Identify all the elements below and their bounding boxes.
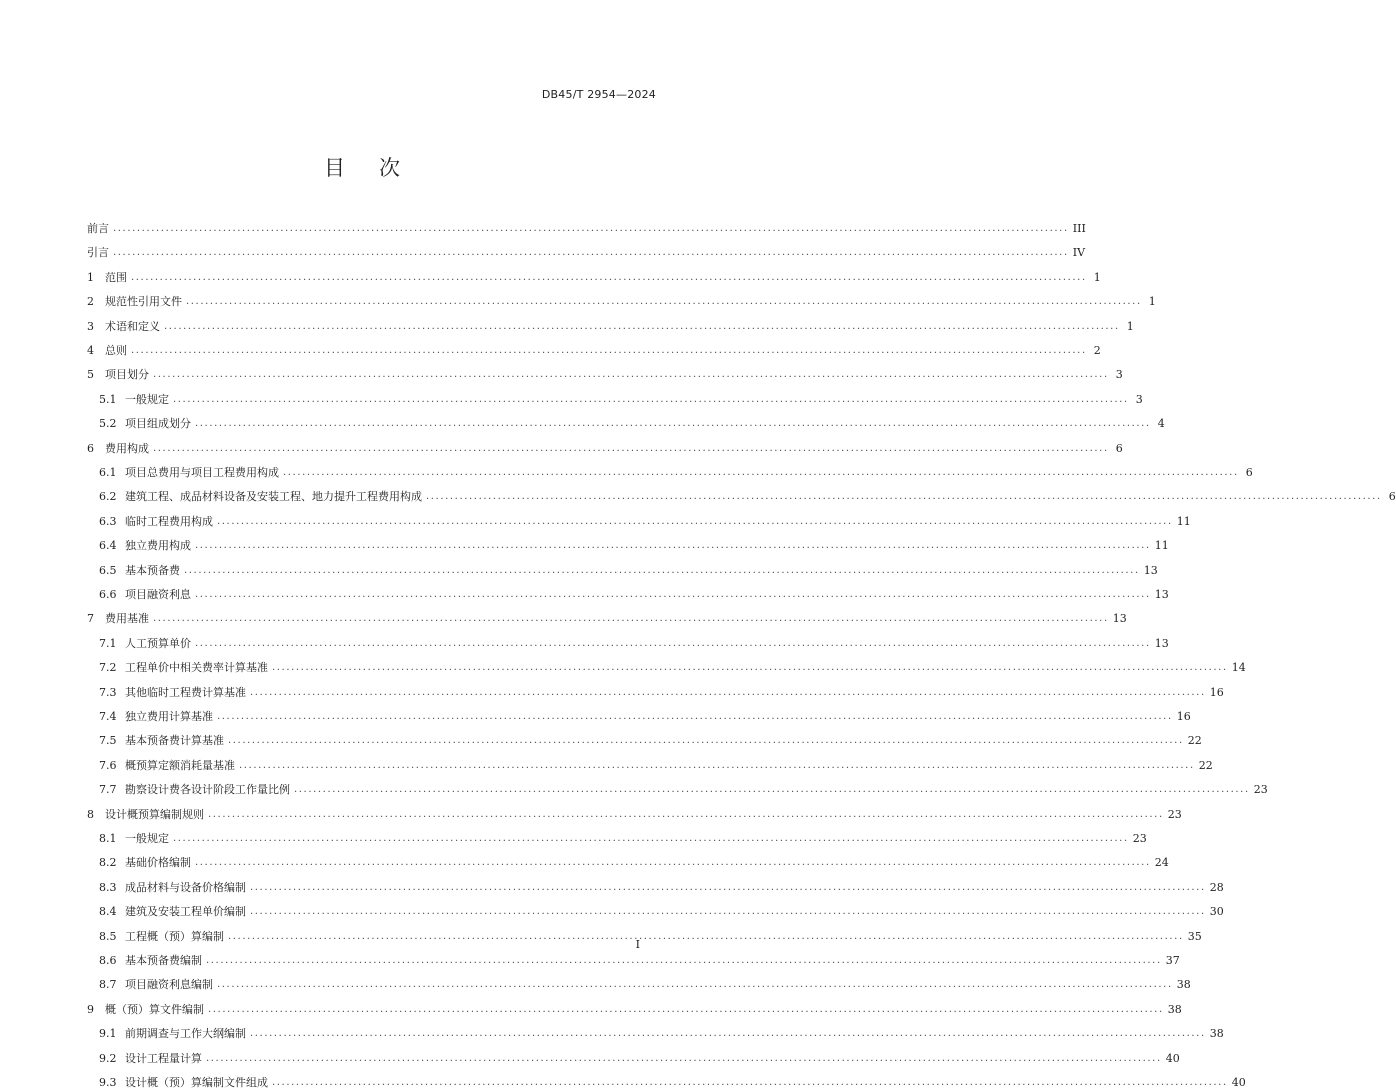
toc-entry-number: 7.3 bbox=[99, 685, 117, 699]
toc-title bbox=[0, 152, 724, 182]
toc-subentry[interactable] bbox=[99, 659, 1246, 677]
toc-entry-number: 6.1 bbox=[99, 466, 117, 479]
toc-leader-dots: ........................................................................................................................................................................................................ bbox=[206, 955, 1162, 966]
toc-entry-number: 6.2 bbox=[99, 490, 117, 504]
toc-leader-dots: ........................................................................................................................................................................................................ bbox=[153, 613, 1109, 625]
toc-entry-number: 9.3 bbox=[99, 1076, 117, 1089]
toc-entry-number: 7.6 bbox=[99, 758, 117, 772]
toc-entry-label: 基本预备费 bbox=[125, 563, 180, 577]
toc-leader-dots: ........................................................................................................................................................................................................ bbox=[113, 247, 1069, 259]
toc-entry-label: 工程单价中相关费率计算基准 bbox=[125, 661, 268, 675]
toc-leader-dots: ........................................................................................................................................................................................................ bbox=[217, 711, 1173, 722]
toc-leader-dots: ........................................................................................................................................................................................................ bbox=[250, 686, 1206, 698]
toc-leader-dots: ........................................................................................................................................................................................................ bbox=[195, 857, 1151, 869]
toc-entry-label: 工程概（预）算编制 bbox=[125, 929, 224, 943]
toc-leader-dots: ........................................................................................................................................................................................................ bbox=[272, 662, 1228, 674]
toc-entry-label: 引言 bbox=[87, 246, 109, 260]
toc-entry-page: 38 bbox=[1209, 1027, 1224, 1041]
toc-entry-number: 8.4 bbox=[99, 905, 117, 919]
toc-entry[interactable] bbox=[87, 220, 1086, 238]
toc-entry-page: 40 bbox=[1231, 1076, 1246, 1089]
toc-leader-dots: ........................................................................................................................................................................................................ bbox=[250, 881, 1206, 893]
toc-entry-number: 8.6 bbox=[99, 954, 117, 967]
toc-entry[interactable] bbox=[87, 244, 1086, 262]
toc-entry-number: 8.7 bbox=[99, 978, 117, 992]
toc-leader-dots: ........................................................................................................................................................................................................ bbox=[195, 540, 1151, 552]
toc-entry-page: 6 bbox=[1115, 441, 1123, 455]
toc-entry-number: 6 bbox=[87, 441, 94, 455]
toc-entry-number: 9 bbox=[87, 1002, 94, 1016]
toc-entry[interactable] bbox=[87, 440, 1123, 458]
toc-entry-page: III bbox=[1072, 222, 1086, 235]
toc-subentry[interactable] bbox=[99, 391, 1143, 409]
toc-entry-page: 16 bbox=[1209, 685, 1224, 699]
toc-subentry[interactable] bbox=[99, 562, 1158, 580]
toc-entry-label: 基本预备费编制 bbox=[125, 954, 202, 967]
toc-entry-page: 24 bbox=[1154, 856, 1169, 870]
toc-entry-number: 7.2 bbox=[99, 661, 117, 675]
toc-entry-page: 2 bbox=[1093, 344, 1101, 357]
toc-leader-dots: ........................................................................................................................................................................................................ bbox=[195, 418, 1151, 430]
toc-entry-label: 临时工程费用构成 bbox=[125, 514, 213, 528]
toc-entry-label: 基础价格编制 bbox=[125, 856, 191, 870]
toc-entry[interactable] bbox=[87, 806, 1182, 824]
toc-entry[interactable] bbox=[87, 342, 1101, 360]
toc-leader-dots: ........................................................................................................................................................................................................ bbox=[153, 442, 1109, 454]
footer-page-number: I bbox=[635, 938, 640, 951]
toc-entry-number: 7.4 bbox=[99, 710, 117, 723]
toc-entry-number: 9.2 bbox=[99, 1051, 117, 1065]
toc-subentry[interactable] bbox=[99, 976, 1191, 994]
toc-subentry[interactable] bbox=[99, 854, 1169, 872]
toc-subentry[interactable] bbox=[99, 1074, 1246, 1092]
toc-leader-dots: ........................................................................................................................................................................................................ bbox=[228, 930, 1184, 942]
toc-leader-dots: ........................................................................................................................................................................................................ bbox=[217, 979, 1173, 991]
toc-entry-label: 设计概（预）算编制文件组成 bbox=[125, 1076, 268, 1089]
toc-leader-dots: ........................................................................................................................................................................................................ bbox=[294, 784, 1250, 796]
toc-entry-label: 总则 bbox=[105, 344, 127, 357]
toc-entry-label: 人工预算单价 bbox=[125, 636, 191, 650]
toc-entry[interactable] bbox=[87, 269, 1101, 287]
toc-leader-dots: ........................................................................................................................................................................................................ bbox=[250, 906, 1206, 918]
toc-entry-page: 22 bbox=[1198, 758, 1213, 772]
toc-entry-label: 前言 bbox=[87, 222, 109, 235]
toc-entry-page: 1 bbox=[1126, 319, 1134, 333]
toc-entry-page: 23 bbox=[1167, 807, 1182, 821]
toc-leader-dots: ........................................................................................................................................................................................................ bbox=[164, 320, 1120, 332]
toc-entry-page: 40 bbox=[1165, 1051, 1180, 1065]
toc-leader-dots: ........................................................................................................................................................................................................ bbox=[208, 1003, 1164, 1015]
toc-entry-number: 5 bbox=[87, 368, 94, 382]
toc-entry-number: 7.5 bbox=[99, 734, 117, 748]
toc-entry-page: 23 bbox=[1253, 783, 1268, 797]
toc-entry-page: 13 bbox=[1112, 612, 1127, 626]
toc-entry-number: 1 bbox=[87, 270, 94, 284]
toc-subentry[interactable] bbox=[99, 1050, 1180, 1068]
toc-subentry[interactable] bbox=[99, 415, 1165, 433]
toc-entry[interactable] bbox=[87, 318, 1134, 336]
toc-entry-label: 一般规定 bbox=[125, 832, 169, 845]
toc-leader-dots: ........................................................................................................................................................................................................ bbox=[208, 808, 1164, 820]
toc-entry-page: 3 bbox=[1115, 368, 1123, 382]
toc-entry-number: 7 bbox=[87, 612, 94, 626]
toc-entry-number: 8.5 bbox=[99, 929, 117, 943]
toc-title-char-1: 目 bbox=[324, 156, 345, 180]
standard-code: DB45/T 2954—2024 bbox=[541, 88, 656, 101]
toc-subentry[interactable] bbox=[99, 684, 1224, 702]
toc-entry-label: 范围 bbox=[105, 270, 127, 284]
toc-entry-page: 22 bbox=[1187, 734, 1202, 748]
toc-leader-dots: ........................................................................................................................................................................................................ bbox=[131, 345, 1087, 356]
toc-entry-page: 28 bbox=[1209, 880, 1224, 894]
toc-leader-dots: ........................................................................................................................................................................................................ bbox=[113, 223, 1069, 234]
toc-entry-page: 13 bbox=[1154, 636, 1169, 650]
toc-entry-label: 设计概预算编制规则 bbox=[105, 807, 204, 821]
toc-entry-label: 成品材料与设备价格编制 bbox=[125, 880, 246, 894]
toc-entry-number: 8.3 bbox=[99, 880, 117, 894]
toc-entry-label: 基本预备费计算基准 bbox=[125, 734, 224, 748]
toc-entry-label: 项目融资利息 bbox=[125, 588, 191, 601]
toc-entry-page: 35 bbox=[1187, 929, 1202, 943]
toc-entry-number: 6.5 bbox=[99, 563, 117, 577]
toc-leader-dots: ........................................................................................................................................................................................................ bbox=[173, 393, 1129, 405]
toc-entry-label: 项目融资利息编制 bbox=[125, 978, 213, 992]
toc-subentry[interactable] bbox=[99, 903, 1224, 921]
toc-entry-label: 独立费用计算基准 bbox=[125, 710, 213, 723]
toc-subentry[interactable] bbox=[99, 781, 1268, 799]
toc-entry-number: 7.7 bbox=[99, 783, 117, 797]
toc-subentry[interactable] bbox=[99, 952, 1180, 970]
toc-entry-page: 13 bbox=[1154, 588, 1169, 601]
toc-entry-number: 6.6 bbox=[99, 588, 117, 601]
toc-entry-label: 建筑及安装工程单价编制 bbox=[125, 905, 246, 919]
toc-entry-label: 项目组成划分 bbox=[125, 417, 191, 431]
toc-subentry[interactable] bbox=[99, 488, 1396, 506]
toc-entry-label: 其他临时工程费计算基准 bbox=[125, 685, 246, 699]
toc-subentry[interactable] bbox=[99, 830, 1147, 848]
toc-entry-label: 勘察设计费各设计阶段工作量比例 bbox=[125, 783, 290, 797]
toc-leader-dots: ........................................................................................................................................................................................................ bbox=[206, 1052, 1162, 1064]
toc-subentry[interactable] bbox=[99, 586, 1169, 604]
toc-entry-label: 一般规定 bbox=[125, 392, 169, 406]
toc-entry-page: 3 bbox=[1135, 392, 1143, 406]
toc-entry-label: 术语和定义 bbox=[105, 319, 160, 333]
toc-subentry[interactable] bbox=[99, 513, 1191, 531]
toc-leader-dots: ........................................................................................................................................................................................................ bbox=[186, 296, 1142, 308]
toc-subentry[interactable] bbox=[99, 757, 1213, 775]
toc-entry-number: 4 bbox=[87, 344, 94, 357]
toc-entry-page: 38 bbox=[1167, 1002, 1182, 1016]
toc-subentry[interactable] bbox=[99, 1025, 1224, 1043]
toc-subentry[interactable] bbox=[99, 464, 1253, 482]
toc-subentry[interactable] bbox=[99, 879, 1224, 897]
toc-leader-dots: ........................................................................................................................................................................................................ bbox=[173, 833, 1129, 844]
toc-entry-label: 建筑工程、成品材料设备及安装工程、地力提升工程费用构成 bbox=[125, 490, 422, 504]
toc-leader-dots: ........................................................................................................................................................................................................ bbox=[239, 759, 1195, 771]
toc-entry[interactable] bbox=[87, 293, 1156, 311]
toc-entry-number: 8 bbox=[87, 807, 94, 821]
toc-entry[interactable] bbox=[87, 1001, 1182, 1019]
toc-leader-dots: ........................................................................................................................................................................................................ bbox=[272, 1077, 1228, 1088]
toc-leader-dots: ........................................................................................................................................................................................................ bbox=[195, 637, 1151, 649]
toc-entry-page: 13 bbox=[1143, 563, 1158, 577]
toc-entry-label: 费用基准 bbox=[105, 612, 149, 626]
toc-entry-number: 6.3 bbox=[99, 514, 117, 528]
toc-entry-label: 设计工程量计算 bbox=[125, 1051, 202, 1065]
toc-leader-dots: ........................................................................................................................................................................................................ bbox=[131, 271, 1087, 283]
toc-entry-label: 独立费用构成 bbox=[125, 539, 191, 553]
toc-entry-number: 3 bbox=[87, 319, 94, 333]
toc-leader-dots: ........................................................................................................................................................................................................ bbox=[195, 589, 1151, 600]
toc-subentry[interactable] bbox=[99, 635, 1169, 653]
toc-entry[interactable] bbox=[87, 610, 1127, 628]
toc-entry-label: 费用构成 bbox=[105, 441, 149, 455]
toc-entry-page: IV bbox=[1072, 246, 1086, 260]
toc-entry-page: 11 bbox=[1176, 514, 1191, 528]
toc-entry-page: 23 bbox=[1132, 832, 1147, 845]
toc-leader-dots: ........................................................................................................................................................................................................ bbox=[153, 369, 1109, 381]
toc-entry-page: 38 bbox=[1176, 978, 1191, 992]
toc-subentry[interactable] bbox=[99, 708, 1191, 726]
toc-title-char-2: 次 bbox=[379, 156, 400, 180]
toc-entry-page: 1 bbox=[1148, 295, 1156, 309]
toc-leader-dots: ........................................................................................................................................................................................................ bbox=[217, 515, 1173, 527]
toc-entry-page: 16 bbox=[1176, 710, 1191, 723]
toc-leader-dots: ........................................................................................................................................................................................................ bbox=[283, 467, 1239, 478]
toc-entry-label: 概预算定额消耗量基准 bbox=[125, 758, 235, 772]
toc-entry-label: 概（预）算文件编制 bbox=[105, 1002, 204, 1016]
toc-leader-dots: ........................................................................................................................................................................................................ bbox=[184, 564, 1140, 576]
toc-entry-label: 项目划分 bbox=[105, 368, 149, 382]
toc-entry-label: 前期调查与工作大纲编制 bbox=[125, 1027, 246, 1041]
toc-leader-dots: ........................................................................................................................................................................................................ bbox=[426, 491, 1382, 503]
toc-entry-number: 7.1 bbox=[99, 636, 117, 650]
toc-entry-label: 规范性引用文件 bbox=[105, 295, 182, 309]
toc-entry-page: 6 bbox=[1245, 466, 1253, 479]
toc-entry[interactable] bbox=[87, 366, 1123, 384]
toc-entry-page: 4 bbox=[1157, 417, 1165, 431]
toc-entry-page: 30 bbox=[1209, 905, 1224, 919]
toc-entry-label: 项目总费用与项目工程费用构成 bbox=[125, 466, 279, 479]
toc-entry-number: 8.1 bbox=[99, 832, 117, 845]
toc-leader-dots: ........................................................................................................................................................................................................ bbox=[250, 1028, 1206, 1040]
toc-entry-number: 6.4 bbox=[99, 539, 117, 553]
toc-entry-number: 2 bbox=[87, 295, 94, 309]
toc-entry-number: 9.1 bbox=[99, 1027, 117, 1041]
toc-leader-dots: ........................................................................................................................................................................................................ bbox=[228, 735, 1184, 747]
toc-entry-page: 6 bbox=[1388, 490, 1396, 504]
toc-entry-page: 11 bbox=[1154, 539, 1169, 553]
toc-entry-page: 1 bbox=[1093, 270, 1101, 284]
toc-entry-number: 5.1 bbox=[99, 392, 117, 406]
toc-entry-number: 5.2 bbox=[99, 417, 117, 431]
toc-entry-page: 14 bbox=[1231, 661, 1246, 675]
toc-subentry[interactable] bbox=[99, 732, 1202, 750]
toc-subentry[interactable] bbox=[99, 928, 1202, 946]
toc-entry-number: 8.2 bbox=[99, 856, 117, 870]
toc-subentry[interactable] bbox=[99, 537, 1169, 555]
toc-entry-page: 37 bbox=[1165, 954, 1180, 967]
